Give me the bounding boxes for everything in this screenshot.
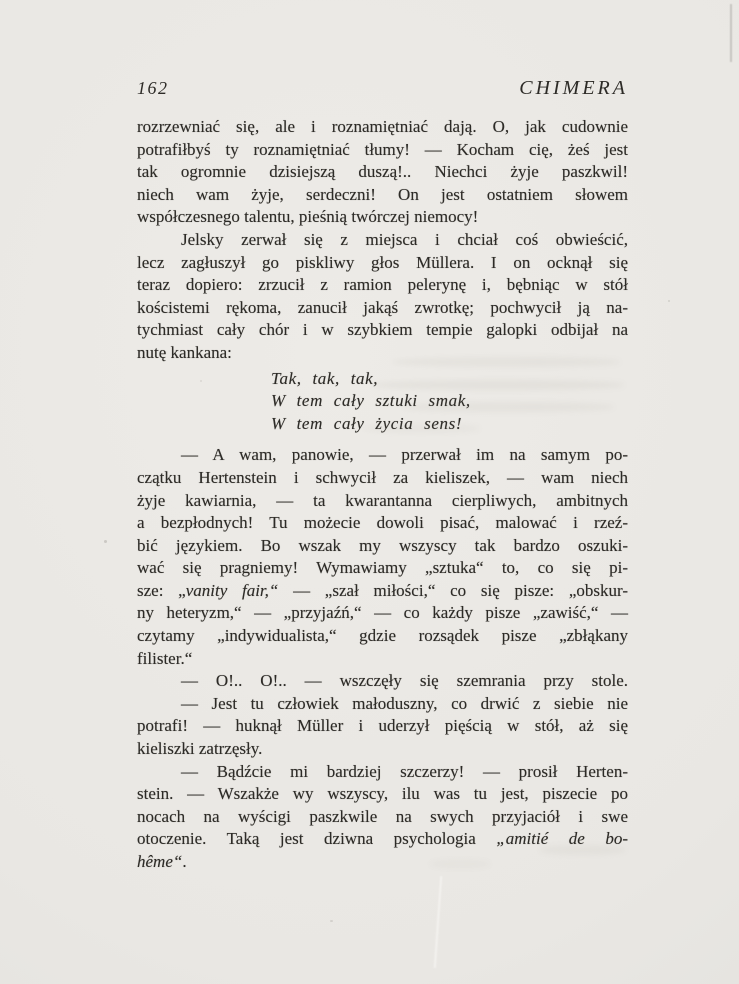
text-segment: Jelsky zerwał się z miejsca i chciał coś obwieścić,: [181, 229, 628, 249]
text-segment: tychmiast cały chór i w szybkiem tempie galopki odbijał na: [137, 320, 628, 340]
text-segment: współczesnego talentu, pieśnią twórczej niemocy!: [137, 207, 479, 227]
paragraph-murmurs: [137, 670, 628, 693]
text-segment: potrafi! — huknął Müller i uderzył pięścią w stół, aż się: [137, 716, 628, 736]
journal-title: CHIMERA: [519, 77, 628, 99]
text-line: [137, 625, 628, 648]
text-segment: czątku Hertenstein i schwycił za kieliszek, — wam niech: [137, 467, 628, 487]
paper-speck: [668, 300, 670, 302]
italic-text-segment: Tak, tak, tak,: [271, 368, 379, 388]
text-line: [137, 851, 628, 874]
text-line: [137, 139, 628, 162]
text-line: [137, 229, 628, 252]
text-segment: lecz zagłuszył go piskliwy głos Müllera. I on ocknął się: [137, 252, 628, 272]
bleedthrough-smudge: [362, 424, 480, 433]
text-segment: bić językiem. Bo wszak my wszyscy tak bardzo oszuki-: [137, 535, 628, 555]
text-segment: — O!.. O!.. — wszczęły się szemrania przy stole.: [181, 671, 628, 691]
text-line: [137, 252, 628, 275]
text-segment: .: [182, 852, 187, 871]
page-header: [137, 77, 628, 100]
page-number: 162: [137, 78, 169, 98]
text-segment: — Jest tu człowiek małoduszny, co drwić z siebie nie: [181, 693, 628, 713]
text-line: [137, 670, 628, 693]
text-segment: — Bądźcie mi bardziej szczerzy! — prosił Herten-: [181, 761, 628, 781]
italic-text-segment: vanity fair,“: [185, 580, 279, 600]
italic-text-segment: W tem cały sztuki smak,: [271, 391, 471, 411]
text-line: [137, 715, 628, 738]
text-line: [137, 444, 628, 467]
text-line: [137, 806, 628, 829]
paper-speck: [104, 540, 107, 543]
text-line: [137, 602, 628, 625]
text-line: [137, 648, 628, 671]
text-line: [137, 580, 628, 603]
italic-text-segment: hême“: [137, 852, 183, 871]
text-line: [137, 557, 628, 580]
paragraph-muller: [137, 693, 628, 761]
text-line: [137, 738, 628, 761]
page-content: [137, 77, 628, 874]
text-segment: potrafiłbyś ty roznamiętniać tłumy! — Kocham cię, żeś jest: [137, 139, 628, 159]
bleedthrough-smudge: [430, 860, 490, 868]
bleedthrough-smudge: [540, 845, 626, 855]
text-segment: — A wam, panowie, — przerwał im na samym po-: [181, 445, 628, 465]
text-segment: — „szał miłości,“ co się pisze: „obskur-: [278, 580, 628, 600]
text-line: [137, 319, 628, 342]
paragraph-hertenstein-plea: [137, 761, 628, 874]
text-segment: teraz dopiero: zrzucił z ramion pelerynę i, bębniąc w stół: [137, 275, 628, 295]
text-segment: kościstemi rękoma, zanucił jakąś zwrotkę; pochwycił ją na-: [137, 297, 628, 317]
page-edge-line: [730, 4, 732, 62]
text-line: [137, 693, 628, 716]
italic-text-segment: W tem cały życia sens!: [271, 413, 463, 433]
text-line: [137, 206, 628, 229]
text-line: [137, 761, 628, 784]
text-segment: a bezpłodnych! Tu możecie dowoli pisać, malować i rzeź-: [137, 513, 628, 533]
text-segment: otoczenie. Taką jest dziwna psychologia: [137, 829, 497, 849]
text-segment: tak ogromnie dzisiejszą duszą!.. Niechci żyje paszkwil!: [137, 162, 628, 182]
paragraph-jelsky: [137, 229, 628, 365]
text-segment: rozrzewniać się, ale i roznamiętniać dają. O, jak cudownie: [137, 117, 628, 136]
bleedthrough-smudge: [400, 402, 614, 412]
text-line: [137, 161, 628, 184]
text-line: [137, 116, 628, 139]
text-segment: nocach na wyścigi paszkwile na swych przyjaciół i swe: [137, 806, 628, 826]
paragraph-hertenstein-toast: [137, 444, 628, 670]
text-line: [137, 467, 628, 490]
text-segment: czytamy „indywidualista,“ gdzie rozsądek pisze „zbłąkany: [137, 626, 628, 646]
page-body: [137, 116, 628, 874]
text-line: [137, 274, 628, 297]
text-segment: filister.“: [137, 648, 193, 668]
text-line: [137, 535, 628, 558]
italic-text-segment: „amitié de bo-: [496, 829, 629, 849]
text-line: [137, 490, 628, 513]
text-line: [137, 297, 628, 320]
text-segment: kieliszki zatrzęsły.: [137, 739, 263, 759]
paper-speck: [200, 380, 202, 382]
paper-speck: [330, 920, 333, 922]
scratch-mark: [434, 876, 442, 968]
text-segment: sze: „: [137, 580, 186, 600]
bleedthrough-smudge: [372, 380, 624, 390]
text-segment: nutę kankana:: [137, 342, 232, 362]
text-line: [137, 512, 628, 535]
text-segment: niech wam żyje, serdeczni! On jest ostatniem słowem: [137, 184, 628, 204]
text-segment: wać się pragniemy! Wymawiamy „sztuka“ to, co się pi-: [137, 558, 628, 578]
text-line: [137, 184, 628, 207]
paragraph-continuation: [137, 116, 628, 229]
text-segment: żyje kawiarnia, — ta kwarantanna cierpliwych, ambitnych: [137, 490, 628, 510]
bleedthrough-smudge: [392, 357, 620, 367]
text-line: [137, 783, 628, 806]
text-segment: ny heteryzm,“ — „przyjaźń,“ — co każdy pisze „zawiść,“ —: [137, 603, 628, 623]
text-segment: stein. — Wszakże wy wszyscy, ilu was tu jest, piszecie po: [137, 784, 628, 804]
